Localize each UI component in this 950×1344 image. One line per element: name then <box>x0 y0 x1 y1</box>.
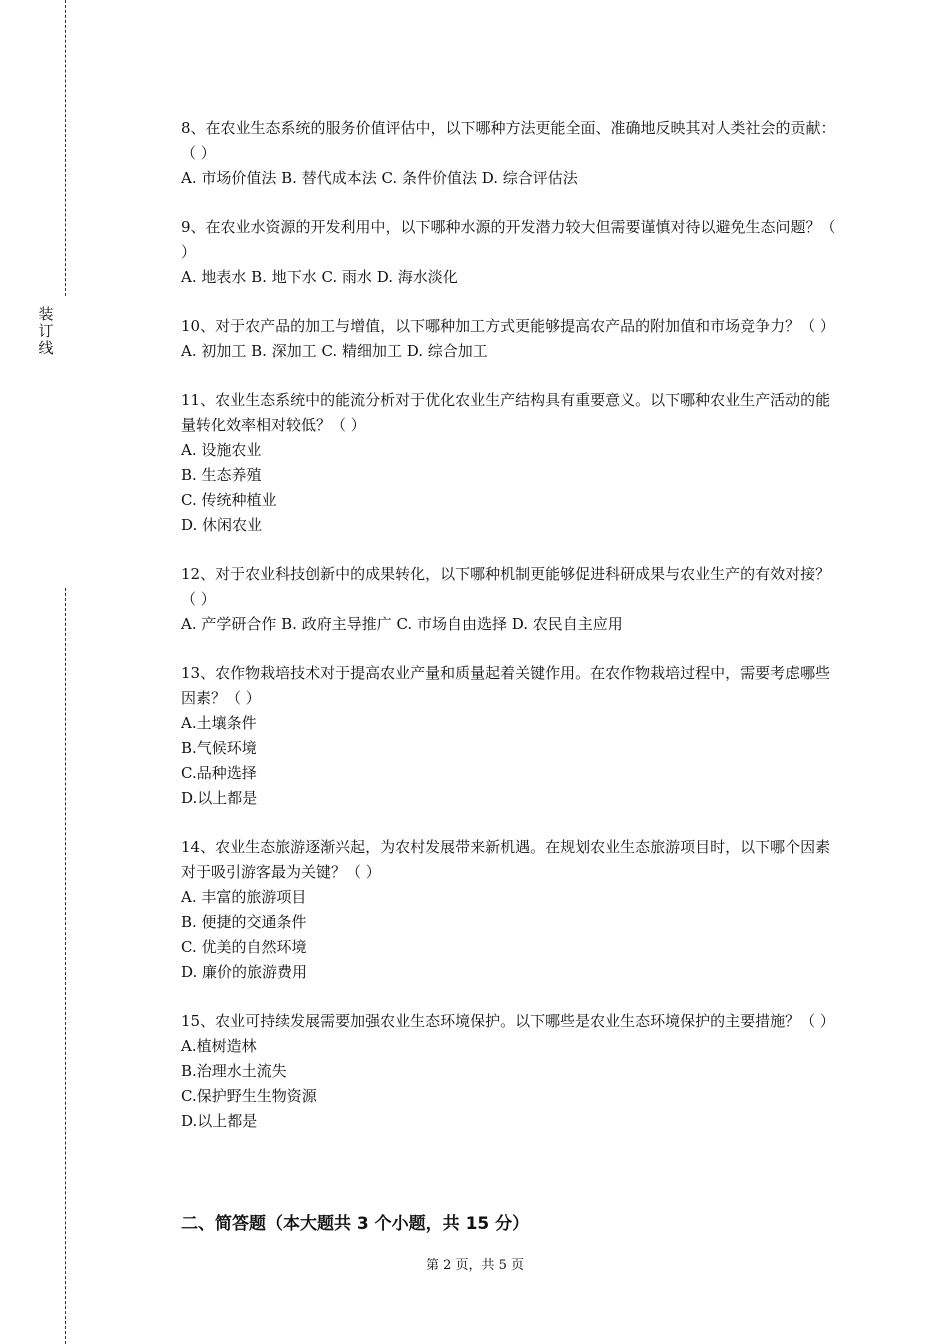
question-12 <box>181 562 841 637</box>
binding-label-char: 装 <box>38 305 54 323</box>
question-14 <box>181 835 841 985</box>
option-b: B. 便捷的交通条件 <box>181 913 307 931</box>
question-stem: 12、对于农业科技创新中的成果转化，以下哪种机制更能够促进科研成果与农业生产的有效对接？（ ） <box>181 565 831 608</box>
question-stem: 8、在农业生态系统的服务价值评估中，以下哪种方法更能全面、准确地反映其对人类社会的贡献：（ ） <box>181 119 836 162</box>
option-d: D. 休闲农业 <box>181 516 263 534</box>
question-list <box>181 116 841 1158</box>
question-stem: 15、农业可持续发展需要加强农业生态环境保护。以下哪些是农业生态环境保护的主要措施？（ ） <box>181 1012 835 1030</box>
option-c: C.保护野生生物资源 <box>181 1087 317 1105</box>
question-options: A. 产学研合作 B. 政府主导推广 C. 市场自由选择 D. 农民自主应用 <box>181 615 623 633</box>
option-c: C. 优美的自然环境 <box>181 938 307 956</box>
option-d: D. 廉价的旅游费用 <box>181 963 308 981</box>
option-a: A. 丰富的旅游项目 <box>181 888 307 906</box>
binding-line-top <box>65 0 66 296</box>
option-b: B.气候环境 <box>181 739 257 757</box>
question-options: A. 地表水 B. 地下水 C. 雨水 D. 海水淡化 <box>181 268 458 286</box>
question-15 <box>181 1009 841 1134</box>
question-11 <box>181 388 841 538</box>
binding-label <box>38 306 54 357</box>
question-options: A. 市场价值法 B. 替代成本法 C. 条件价值法 D. 综合评估法 <box>181 169 578 187</box>
question-options: A. 初加工 B. 深加工 C. 精细加工 D. 综合加工 <box>181 342 488 360</box>
option-a: A. 设施农业 <box>181 441 262 459</box>
question-stem: 11、农业生态系统中的能流分析对于优化农业生产结构具有重要意义。以下哪种农业生产活动的能量转化效率相对较低？（ ） <box>181 391 831 434</box>
option-c: C.品种选择 <box>181 764 257 782</box>
option-a: A.植树造林 <box>181 1037 257 1055</box>
question-stem: 9、在农业水资源的开发利用中，以下哪种水源的开发潜力较大但需要谨慎对待以避免生态问题？（ ） <box>181 218 836 261</box>
question-stem: 10、对于农产品的加工与增值，以下哪种加工方式更能够提高农产品的附加值和市场竞争力？（ ） <box>181 317 835 335</box>
option-a: A.土壤条件 <box>181 714 257 732</box>
option-b: B. 生态养殖 <box>181 466 262 484</box>
question-stem: 14、农业生态旅游逐渐兴起，为农村发展带来新机遇。在规划农业生态旅游项目时，以下哪个因素对于吸引游客最为关键？（ ） <box>181 838 831 881</box>
question-10 <box>181 314 841 364</box>
binding-line-bottom <box>65 588 66 1344</box>
option-d: D.以上都是 <box>181 1112 258 1130</box>
question-stem: 13、农作物栽培技术对于提高农业产量和质量起着关键作用。在农作物栽培过程中，需要考虑哪些因素？（ ） <box>181 664 831 707</box>
binding-label-char: 订 <box>38 322 54 340</box>
option-d: D.以上都是 <box>181 789 258 807</box>
section-title: 二、简答题（本大题共 3 个小题，共 15 分） <box>181 1214 530 1234</box>
option-b: B.治理水土流失 <box>181 1062 287 1080</box>
page-number: 第 2 页，共 5 页 <box>425 1258 525 1273</box>
option-c: C. 传统种植业 <box>181 491 277 509</box>
question-9 <box>181 215 841 290</box>
question-13 <box>181 661 841 811</box>
question-8 <box>181 116 841 191</box>
binding-label-char: 线 <box>38 339 54 357</box>
